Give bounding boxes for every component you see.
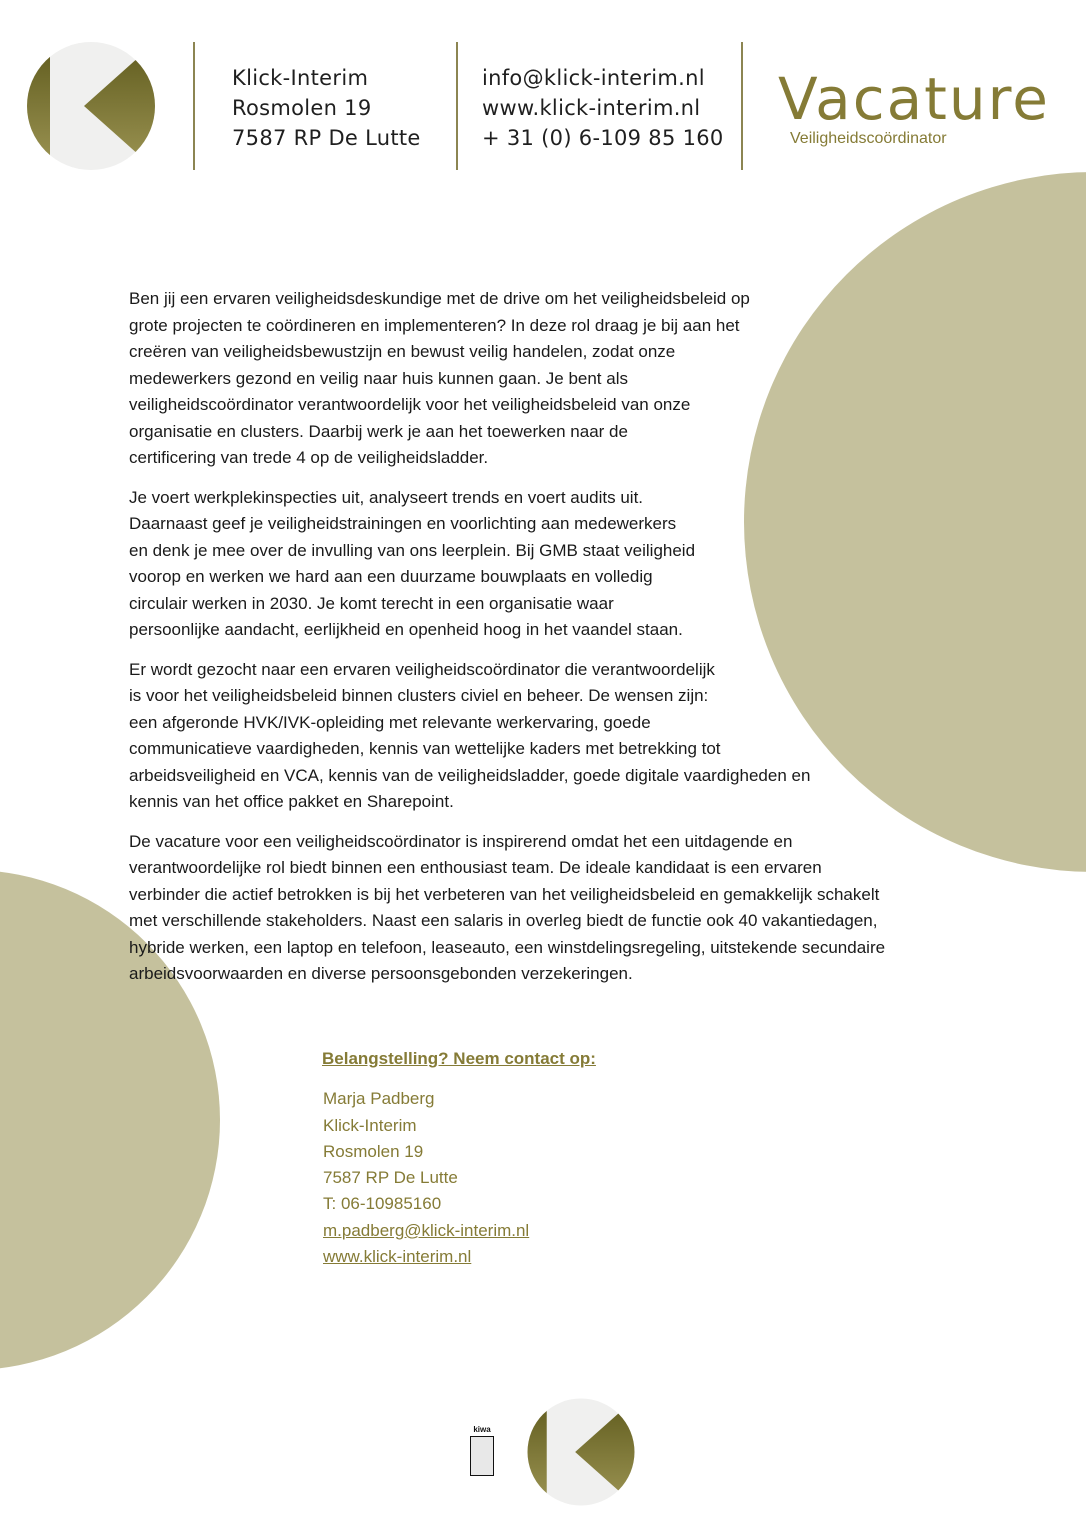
contact-heading: Belangstelling? Neem contact op: <box>322 1049 596 1068</box>
paragraph: Je voert werkplekinspecties uit, analyseert trends en voert audits uit. Daarnaast geef je veiligheidstrainingen en voorlichting aan medewerkers en denk je mee over de invulling van ons leerplein. Bij GMB staat veiligheid voorop en werken we hard aan een duurzame bouwplaats en volledig circulair werken in 2030. Je komt terecht in een organisatie waar persoonlijke aandacht, eerlijkheid en openheid hoog in het vaandel staan. <box>129 487 696 639</box>
header-email[interactable]: info@klick-interim.nl <box>482 66 705 90</box>
contact-street: Rosmolen 19 <box>323 1141 424 1161</box>
kiwa-certification-icon <box>470 1425 494 1477</box>
contact-email-link[interactable]: m.padberg@klick-interim.nl <box>323 1220 530 1240</box>
contact-phone: T: 06-10985160 <box>323 1194 442 1214</box>
paragraph: De vacature voor een veiligheidscoördinator is inspirerend omdat het een uitdagende en verantwoordelijke rol biedt binnen een enthousiast team. De ideale kandidaat is een ervaren verbinder die actief betrokken is bij het verbeteren van het veiligheidsbeleid en gemakkelijk schakelt met verschillende stakeholders. Naast een salaris in overleg biedt de functie ook 40 vakantiedagen, hybride werken, een laptop en telefoon, leaseauto, een winstdelingsregeling, uitstekende secundaire arbeidsvoorwaarden en diverse persoonsgebonden verzekeringen. <box>129 831 886 983</box>
paragraph: Er wordt gezocht naar een ervaren veiligheidscoördinator die verantwoordelijk is voor het veiligheidsbeleid binnen clusters civiel en beheer. De wensen zijn: een afgeronde HVK/IVK-opleiding met relevante werkervaring, goede communicatieve vaardigheden, kennis van wettelijke kaders met betrekking tot arbeidsveiligheid en VCA, kennis van de veiligheidsladder, goede digitale vaardigheden en kennis van het office pakket en Sharepoint. <box>129 659 811 811</box>
klick-logo-icon <box>24 40 158 172</box>
paragraph: Ben jij een ervaren veiligheidsdeskundige met de drive om het veiligheidsbeleid op grote projecten te coördineren en implementeren? In deze rol draag je bij aan het creëren van veiligheidsbewustzijn en bewust veilig handelen, zodat onze medewerkers gezond en veilig naar huis kunnen gaan. Je bent als veiligheidscoördinator verantwoordelijk voor het veiligheidsbeleid van onze organisatie en clusters. Daarbij werk je aan het toewerken naar de certificering van trede 4 op de veiligheidsladder. <box>129 289 750 467</box>
header-phone: + 31 (0) 6-109 85 160 <box>482 126 724 150</box>
contact-block <box>322 1046 596 1270</box>
header-street: Rosmolen 19 <box>232 96 372 120</box>
header-company: Klick-Interim <box>232 66 369 90</box>
header-divider <box>193 42 195 170</box>
header-address <box>232 63 421 153</box>
vacancy-description <box>129 286 969 1001</box>
header-divider <box>456 42 458 170</box>
header-website[interactable]: www.klick-interim.nl <box>482 96 701 120</box>
klick-logo-icon <box>525 1396 637 1508</box>
kiwa-label: kiwa <box>473 1425 491 1434</box>
contact-website-link[interactable]: www.klick-interim.nl <box>323 1247 472 1267</box>
header-city: 7587 RP De Lutte <box>232 126 421 150</box>
contact-city: 7587 RP De Lutte <box>323 1168 458 1188</box>
kiwa-mark <box>470 1436 494 1476</box>
header-divider <box>741 42 743 170</box>
contact-company: Klick-Interim <box>323 1115 417 1135</box>
contact-name: Marja Padberg <box>323 1089 435 1109</box>
job-title: Veiligheidscoördinator <box>790 130 947 147</box>
header-contact <box>482 63 724 153</box>
page-title: Vacature <box>778 65 1050 133</box>
